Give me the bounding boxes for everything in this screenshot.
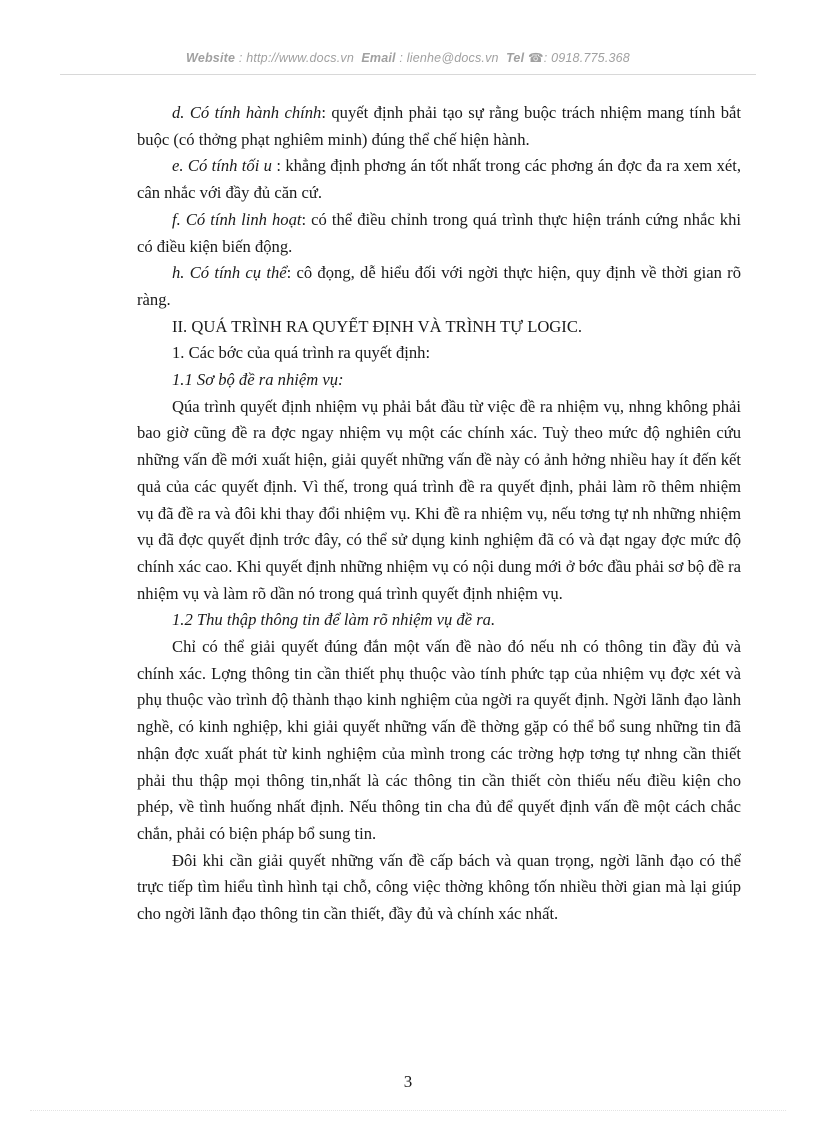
item-f-text: : có thể điều chỉnh trong quá trình thực hiện tránh cứng nhắc khi có điều kiện biến động.: [137, 209, 741, 256]
header-divider: [60, 74, 756, 75]
email-label: Email: [361, 51, 396, 65]
subsection-1-heading: 1. Các bớc của quá trình ra quyết định:: [172, 343, 431, 363]
website-value: : http://www.docs.vn: [238, 51, 355, 65]
item-e-text: : khẳng định phơng án tốt nhất trong các phơng án đợc đa ra xem xét, cân nhắc với đầy đủ căn cứ.: [137, 156, 741, 203]
item-f-label: f. Có tính linh hoạt: [172, 209, 302, 229]
paragraph-1: Qúa trình quyết định nhiệm vụ phải bắt đầu từ việc đề ra nhiệm vụ, nhng không phải bao giờ cũng đề ra đợc ngay nhiệm vụ một các chính xác. Tuỳ theo mức độ nghiên cứu những vấn đề mới xuất hiện, giải quyết những vấn đề này có ảnh hởng nhiều hay ít đến kết quả của các quyết định. Vì thế, trong quá trình đề ra quyết định, phải làm rõ thêm nhiệm vụ đã đề ra và đôi khi thay đổi nhiệm vụ. Khi đề ra nhiệm vụ, nếu tơng tự nh những nhiệm vụ đã đợc quyết định trớc đây, có thể sử dụng kinh nghiệm đã có và đạt ngay đợc mức độ chính xác cao. Khi quyết định những nhiệm vụ có nội dung mới ở bớc đầu phải sơ bộ đề ra nhiệm vụ và làm rõ dần nó trong quá trình quyết định nhiệm vụ.: [137, 396, 742, 603]
item-e: [137, 153, 741, 206]
email-value: : lienhe@docs.vn: [399, 51, 499, 65]
item-f: [137, 207, 741, 260]
website-label: Website: [186, 51, 236, 65]
footer-divider: [30, 1110, 786, 1111]
section-heading: II. QUÁ TRÌNH RA QUYẾT ĐỊNH VÀ TRÌNH TỰ LOGIC.: [172, 316, 583, 336]
item-d-text: : quyết định phải tạo sự rằng buộc trách nhiệm mang tính bắt buộc (có thởng phạt nghiêm minh) đúng thể chế hiện hành.: [137, 103, 741, 149]
item-h-text: : cô đọng, dễ hiểu đối với ngời thực hiện, quy định về thời gian rõ ràng.: [137, 263, 742, 309]
item-h-label: h. Có tính cụ thể: [172, 263, 287, 283]
paragraph-2: Chỉ có thể giải quyết đúng đắn một vấn đề nào đó nếu nh có thông tin đầy đủ và chính xác. Lợng thông tin cần thiết phụ thuộc vào tính phức tạp của nhiệm vụ đợc xét và phụ thuộc vào trình độ thành thạo kinh nghiệm của ngời ra quyết định. Ngời lãnh đạo lành nghề, có kinh nghiệp, khi giải quyết những vấn đề thờng gặp có thể bổ sung những tin đã nhận đợc xuất phát từ kinh nghiệm của mình trong các trờng hợp tơng tự nhng cần thiết phải thu thập mọi thông tin,nhất là các thông tin cần thiết còn thiếu nếu điều kiện cho phép, về tình huống nhất định. Nếu thông tin cha đủ để quyết định vấn đề một cách chắc chắn, phải có biện pháp bổ sung tin.: [137, 637, 741, 843]
item-d-label: d. Có tính hành chính: [172, 103, 322, 122]
subsection-1-1-heading: 1.1 Sơ bộ đề ra nhiệm vụ:: [172, 370, 344, 390]
paragraph-3: Đôi khi cần giải quyết những vấn đề cấp bách và quan trọng, ngời lãnh đạo có thể trực tiếp tìm hiểu tình hình tại chỗ, công việc thờng không tốn nhiều thời gian mà lại giúp cho ngời lãnh đạo thông tin cần thiết, đầy đủ và chính xác nhất.: [137, 850, 741, 924]
tel-label: Tel: [506, 51, 525, 65]
page-header: [0, 50, 816, 65]
document-body: [137, 100, 741, 928]
item-d: [137, 100, 741, 153]
tel-value: : 0918.775.368: [543, 51, 630, 65]
page-number: 3: [403, 1072, 413, 1091]
item-e-label: e. Có tính tối u: [172, 156, 272, 176]
phone-icon: ☎: [527, 51, 544, 65]
item-h: [137, 260, 741, 313]
subsection-1-2-heading: 1.2 Thu thập thông tin để làm rõ nhiệm vụ đề ra.: [172, 610, 496, 630]
